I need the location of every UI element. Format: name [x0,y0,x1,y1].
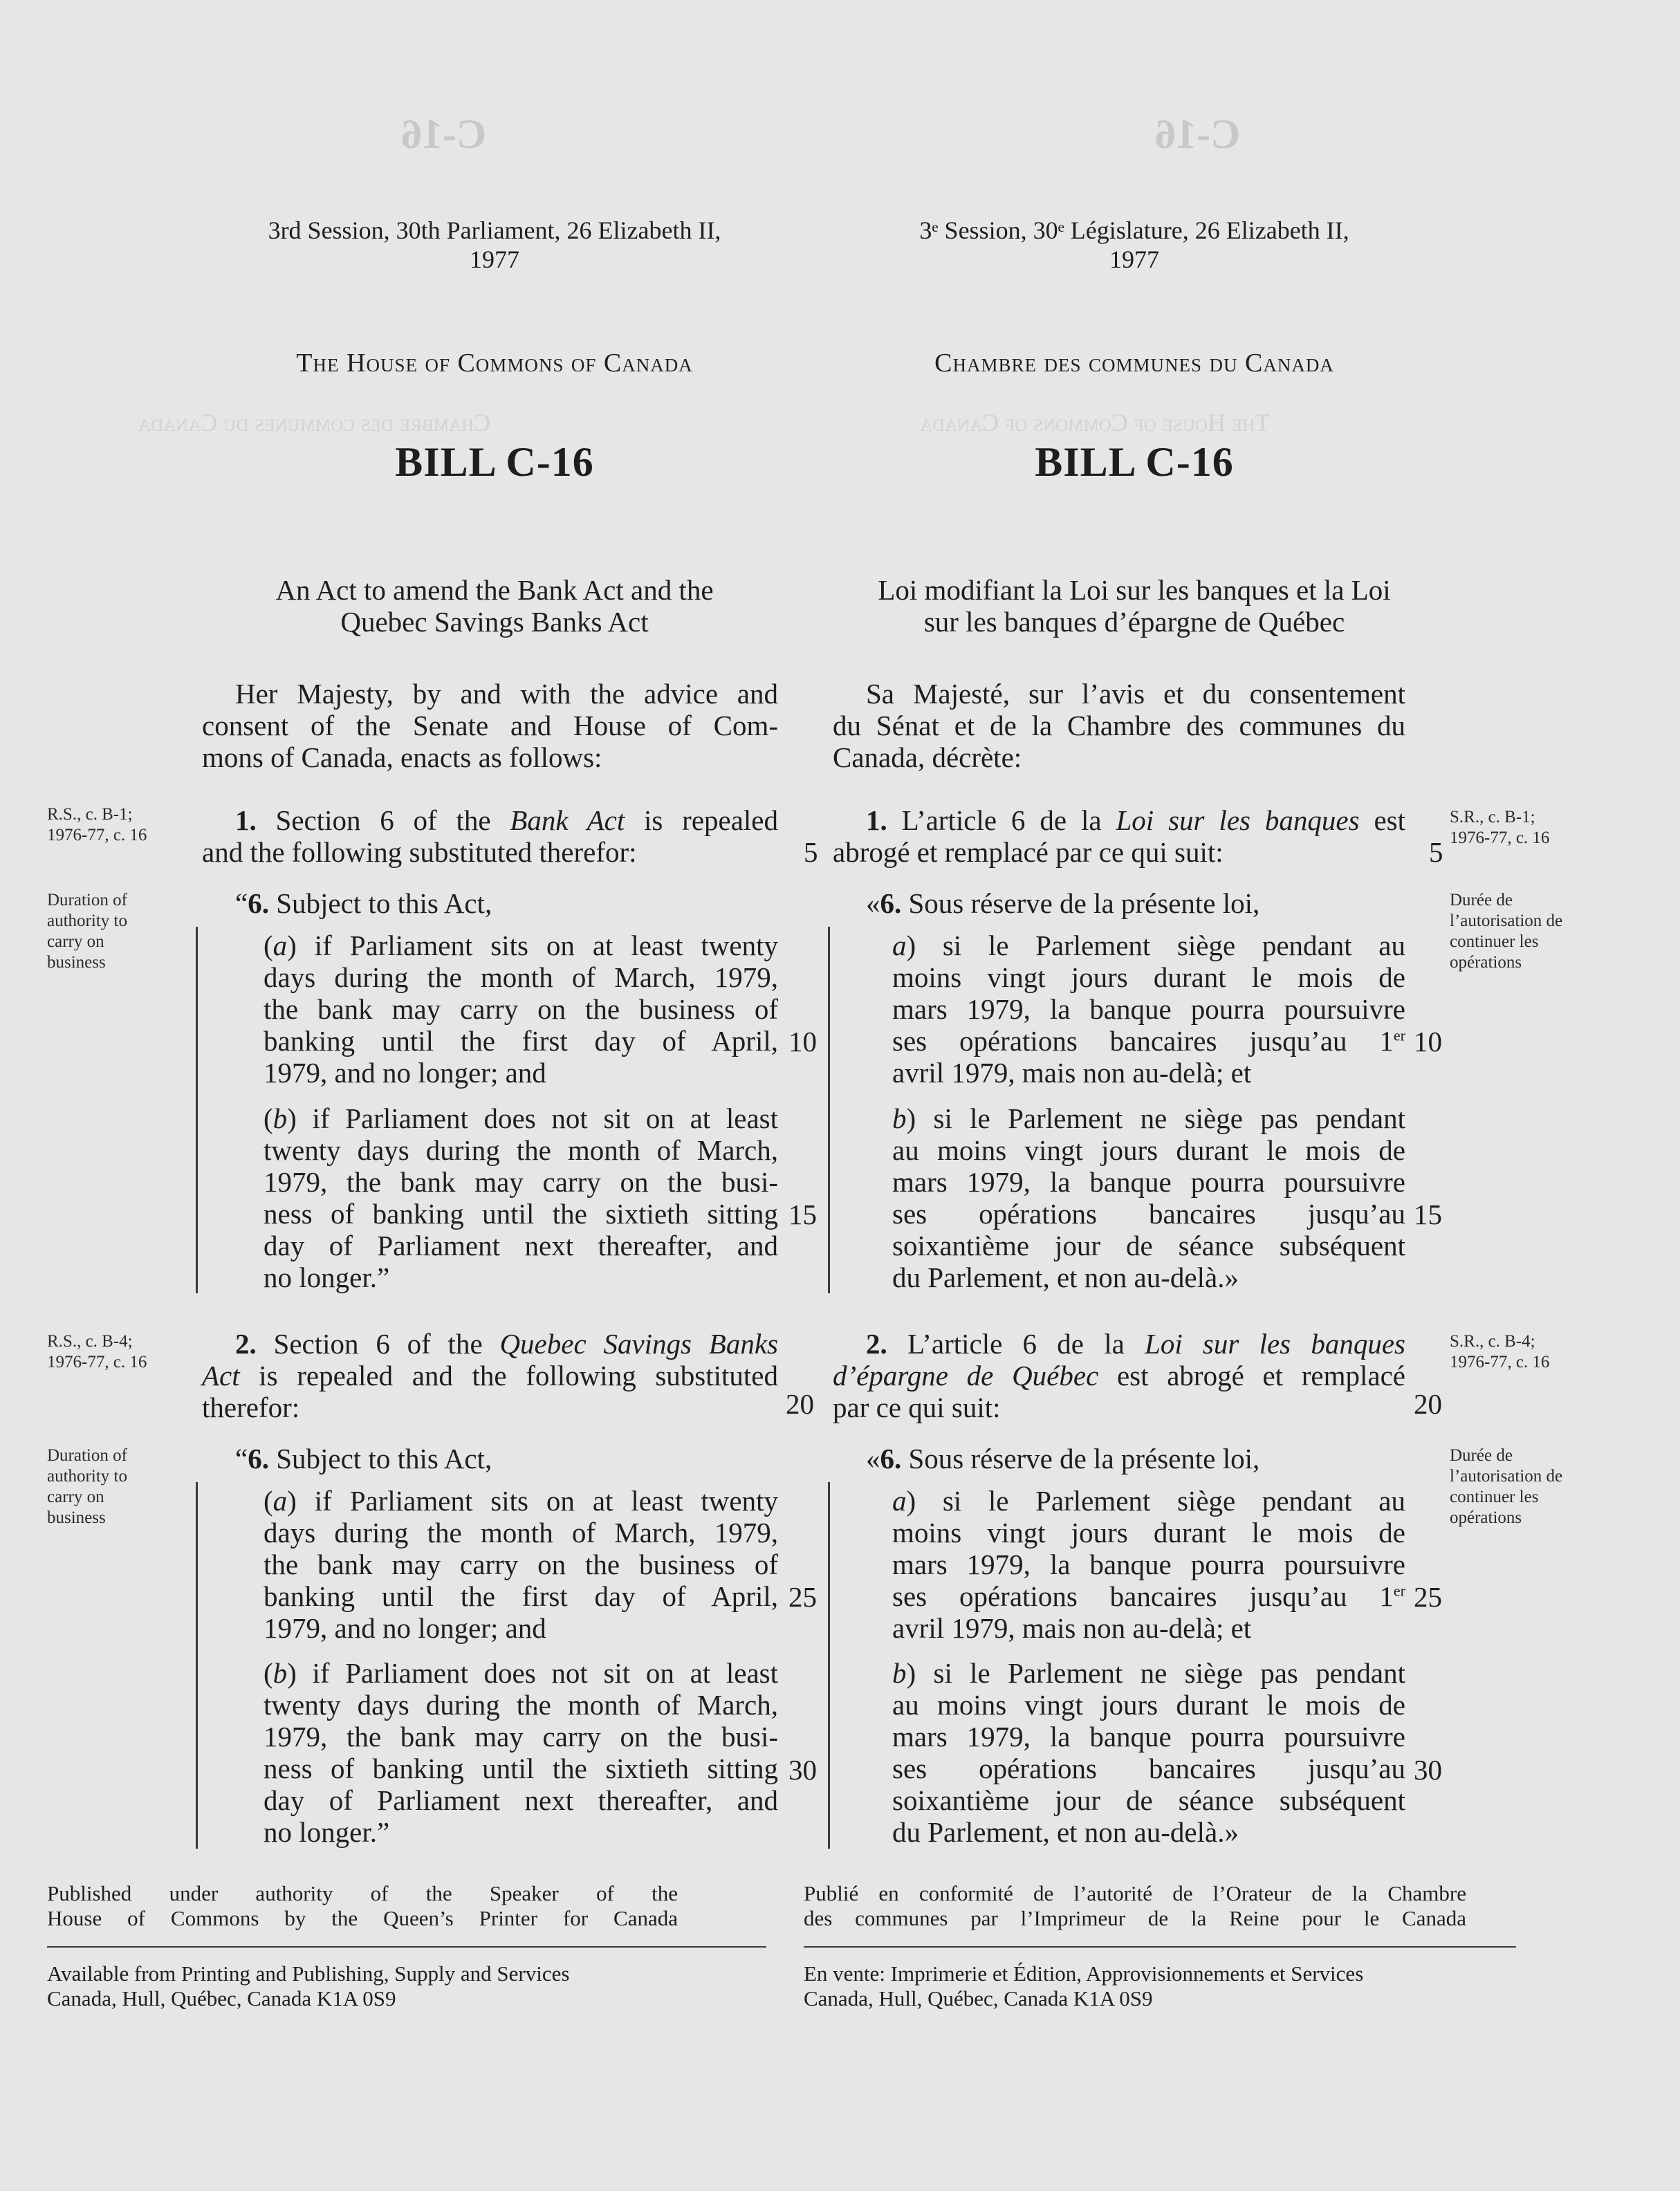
open-quote: « [866,1443,880,1474]
en-s1-b: is repealed [625,804,778,836]
fr-s2-a: L’article 6 de la [887,1328,1145,1360]
en-s2-line2 [202,1360,778,1392]
fr-s2-para-b [892,1657,1405,1848]
fr-footer-rule [804,1946,1516,1948]
fr-session-line2: 1977 [1109,246,1159,273]
para-line: day of Parliament next thereafter, and [264,1230,778,1261]
footer-line: Publié en conformité de l’autorité de l’Orateur de la Chambre [804,1881,1466,1905]
en-s2-para-a [264,1485,778,1644]
en-session [207,216,782,274]
para-line: avril 1979, mais non au-delà; et [892,1612,1252,1644]
fr-session [830,216,1439,274]
line-number-30: 30 [788,1754,817,1786]
fr-availability-footer [804,1961,1516,2011]
para-label: b [892,1657,907,1689]
fr-publisher-footer [804,1881,1466,1931]
fr-enact-line3: Canada, décrète: [833,741,1022,773]
en-publisher-footer [47,1881,678,1931]
note-line: opérations [1450,953,1522,972]
fr-section-2 [833,1328,1405,1423]
en-act-title-line2: Quebec Savings Banks Act [340,606,649,638]
ghost-bleed-house-left: Chambre des communes du Canada [138,409,491,436]
fr-sub-num: 6. [880,1443,902,1474]
fr-s2-line3: par ce qui suit: [833,1392,1001,1423]
note-line: opérations [1450,1508,1522,1527]
en-s2-b: is repealed and the following substituted [239,1360,778,1392]
note-line: l’autorisation de [1450,1467,1563,1486]
para-line: (b) if Parliament does not sit on at least [264,1657,778,1689]
superscript-er: er [1393,1026,1405,1044]
footer-line: House of Commons by the Queen’s Printer for Canada [47,1906,678,1930]
para-line: banking until the first day of April, [264,1580,778,1612]
open-quote: « [866,887,880,919]
footer-line: Canada, Hull, Québec, Canada K1A 0S9 [47,1986,396,2010]
para-label: b [273,1102,288,1134]
footer-line: En vente: Imprimerie et Édition, Approvisionnements et Services [804,1961,1364,1986]
ghost-bleed-house-right: The House of Commons of Canada [920,409,1271,436]
para-line: mars 1979, la banque pourra poursuivre [892,993,1405,1025]
en-enact-line1: Her Majesty, by and with the advice and [235,678,778,710]
fr-s1-line2: abrogé et remplacé par ce qui suit: [833,836,1224,868]
para-line: no longer.” [264,1816,390,1848]
en-s2-a: Section 6 of the [256,1328,500,1360]
para-label: b [892,1102,907,1134]
superscript-er: er [1393,1582,1405,1600]
en-session-line2: 1977 [470,246,519,273]
fr-sub-num: 6. [880,887,902,919]
para-label: a [273,930,288,961]
en-section-2 [202,1328,778,1423]
line-number-30: 30 [1414,1754,1442,1786]
note-line: authority to [47,912,127,930]
para-line: 1979, the bank may carry on the busi- [264,1166,778,1198]
line-number-10: 10 [1414,1026,1442,1057]
en-footer-rule [47,1946,766,1948]
fr-s2-subsection-head [833,1443,1405,1474]
para-text: if Parliament does not sit on at least [312,1102,778,1134]
line-number-5: 5 [804,836,818,868]
footer-line: Published under authority of the Speaker of the [47,1881,678,1905]
note-line: l’autorisation de [1450,912,1563,930]
para-line: 1979, the bank may carry on the busi- [264,1721,778,1753]
en-margin-note-3 [47,1331,185,1373]
en-bill-number: BILL C-16 [395,439,594,485]
en-s1-para-b [264,1102,778,1293]
ghost-bleed-right: C-16 [1155,111,1241,157]
para-line: the bank may carry on the business of [264,993,778,1025]
en-act-title [207,574,782,638]
fr-s1-para-b [892,1102,1405,1293]
en-sub-head-text: Subject to this Act, [268,887,492,919]
en-section-1 [202,804,778,868]
fr-margin-note-2 [1450,890,1609,973]
fr-s2-b: est abrogé et remplacé [1098,1360,1405,1392]
para-line: avril 1979, mais non au-delà; et [892,1057,1252,1089]
note-line: Durée de [1450,1446,1513,1465]
para-text: si le Parlement siège pendant au [942,930,1405,961]
fr-session-line1: 3ᵉ Session, 30ᵉ Législature, 26 Elizabeth II, [919,216,1349,244]
en-sub-num: 6. [248,887,269,919]
para-line: a) si le Parlement siège pendant au [892,1485,1405,1517]
fr-enact-line1: Sa Majesté, sur l’avis et du consentement [866,678,1405,710]
en-session-line1: 3rd Session, 30th Parliament, 26 Elizabeth II, [268,216,721,244]
note-line: S.R., c. B-4; [1450,1332,1535,1351]
para-line: mars 1979, la banque pourra poursuivre [892,1549,1405,1580]
note-line: continuer les [1450,1488,1539,1506]
para-line: banking until the first day of April, [264,1025,778,1057]
line-number-10: 10 [788,1026,817,1057]
en-s2-act1: Quebec Savings Banks [499,1328,778,1360]
fr-s1-subsection-head [833,887,1405,919]
fr-s1-num: 1. [866,804,887,836]
para-text: si le Parlement ne siège pas pendant [933,1102,1405,1134]
line-number-25: 25 [788,1581,817,1613]
line-number-15: 15 [1414,1199,1442,1230]
para-line: days during the month of March, 1979, [264,1517,778,1549]
fr-s1-b: est [1359,804,1406,836]
en-s1-side-rule [196,927,198,1293]
en-s2-act2: Act [202,1360,240,1392]
fr-act-title-line2: sur les banques d’épargne de Québec [923,606,1345,638]
fr-s2-num: 2. [866,1328,887,1360]
para-label: a [273,1485,288,1517]
para-line: soixantième jour de séance subséquent [892,1784,1405,1816]
en-s2-para-b [264,1657,778,1848]
fr-enacting-clause [833,678,1405,773]
en-s1-line2: and the following substituted therefor: [202,836,637,868]
fr-s1-side-rule [828,927,830,1293]
para-line: soixantième jour de séance subséquent [892,1230,1405,1261]
fr-s1-para-a [892,930,1405,1089]
en-s2-line1 [202,1328,778,1360]
en-s1-act: Bank Act [510,804,625,836]
note-line: business [47,953,106,972]
en-act-title-line1: An Act to amend the Bank Act and the [275,574,714,606]
fr-act-title-line1: Loi modifiant la Loi sur les banques et la Loi [878,574,1391,606]
para-line: ses opérations bancaires jusqu’au [892,1753,1405,1784]
en-s1-a: Section 6 of the [256,804,510,836]
fr-margin-note-1 [1450,807,1609,849]
footer-line: des communes par l’Imprimeur de la Reine pour le Canada [804,1906,1466,1930]
para-line: au moins vingt jours durant le mois de [892,1689,1405,1721]
para-line: moins vingt jours durant le mois de [892,1517,1405,1549]
note-line: Durée de [1450,891,1513,909]
fr-act-title [816,574,1452,638]
para-line: a) si le Parlement siège pendant au [892,930,1405,961]
en-s1-num: 1. [235,804,257,836]
line-number-20: 20 [786,1388,814,1420]
fr-s2-line2 [833,1360,1405,1392]
para-text: si le Parlement ne siège pas pendant [933,1657,1405,1689]
para-line [892,1025,1405,1057]
open-quote: “ [235,887,248,919]
para-line: twenty days during the month of March, [264,1689,778,1721]
fr-s1-a: L’article 6 de la [887,804,1116,836]
fr-s1-act: Loi sur les banques [1116,804,1360,836]
para-line: twenty days during the month of March, [264,1134,778,1166]
fr-s2-act2: d’épargne de Québec [833,1360,1099,1392]
note-line: 1976-77, c. 16 [1450,1353,1550,1371]
fr-sub-head-text: Sous réserve de la présente loi, [901,887,1260,919]
note-line: carry on [47,1488,104,1506]
para-text: if Parliament sits on at least twenty [314,930,778,961]
en-s2-subsection-head [202,1443,778,1474]
ghost-bleed-left: C-16 [401,111,487,157]
en-sub-num: 6. [248,1443,269,1474]
en-margin-note-2 [47,890,185,973]
para-line: ness of banking until the sixtieth sitting [264,1753,778,1784]
para-text: if Parliament does not sit on at least [312,1657,778,1689]
fr-sub-head-text: Sous réserve de la présente loi, [901,1443,1260,1474]
para-line: 1979, and no longer; and [264,1612,546,1644]
en-sub-head-text: Subject to this Act, [268,1443,492,1474]
footer-line: Canada, Hull, Québec, Canada K1A 0S9 [804,1986,1153,2010]
para-text: si le Parlement siège pendant au [942,1485,1405,1517]
note-line: authority to [47,1467,127,1486]
line-number-20: 20 [1414,1388,1442,1420]
note-line: business [47,1508,106,1527]
para-line: du Parlement, et non au-delà.» [892,1816,1239,1848]
fr-s2-act1: Loi sur les banques [1145,1328,1405,1360]
para-label: a [892,1485,907,1517]
fr-enact-line2: du Sénat et de la Chambre des communes du [833,710,1405,741]
para-label: a [892,930,907,961]
note-line: S.R., c. B-1; [1450,808,1535,826]
fr-s2-side-rule [828,1482,830,1849]
en-house-title: The House of Commons of Canada [296,349,693,378]
footer-line: Available from Printing and Publishing, Supply and Services [47,1961,570,1986]
para-line: b) si le Parlement ne siège pas pendant [892,1102,1405,1134]
para-line: the bank may carry on the business of [264,1549,778,1580]
note-line: carry on [47,932,104,951]
para-line: (a) if Parliament sits on at least twenty [264,930,778,961]
en-enacting-clause [202,678,778,773]
note-line: 1976-77, c. 16 [47,826,147,844]
en-enact-line2: consent of the Senate and House of Com- [202,710,778,741]
fr-s2-line1 [833,1328,1405,1360]
open-quote: “ [235,1443,248,1474]
para-line: days during the month of March, 1979, [264,961,778,993]
para-line: (a) if Parliament sits on at least twenty [264,1485,778,1517]
para-line: day of Parliament next thereafter, and [264,1784,778,1816]
en-margin-note-1 [47,804,185,846]
para-line: du Parlement, et non au-delà.» [892,1261,1239,1293]
note-line: Duration of [47,891,127,909]
en-s1-line1 [202,804,778,836]
note-line: R.S., c. B-1; [47,805,133,824]
fr-bill-number: BILL C-16 [1035,439,1234,485]
fr-s2-para-a [892,1485,1405,1644]
fr-section-1 [833,804,1405,868]
para-text: if Parliament sits on at least twenty [314,1485,778,1517]
fr-margin-note-4 [1450,1445,1609,1528]
note-line: 1976-77, c. 16 [47,1353,147,1371]
para-line: mars 1979, la banque pourra poursuivre [892,1721,1405,1753]
para-line: (b) if Parliament does not sit on at least [264,1102,778,1134]
para-line: moins vingt jours durant le mois de [892,961,1405,993]
para-line: 1979, and no longer; and [264,1057,546,1089]
note-line: R.S., c. B-4; [47,1332,133,1351]
para-line: b) si le Parlement ne siège pas pendant [892,1657,1405,1689]
para-text: ses opérations bancaires jusqu’au 1 [892,1025,1394,1057]
en-s2-side-rule [196,1482,198,1849]
en-s2-num: 2. [235,1328,257,1360]
en-availability-footer [47,1961,766,2011]
line-number-25: 25 [1414,1581,1442,1613]
fr-s1-line1 [833,804,1405,836]
para-text: ses opérations bancaires jusqu’au 1 [892,1580,1394,1612]
line-number-5: 5 [1429,836,1443,868]
para-line: ness of banking until the sixtieth sitting [264,1198,778,1230]
para-line: au moins vingt jours durant le mois de [892,1134,1405,1166]
para-line: no longer.” [264,1261,390,1293]
en-s1-para-a [264,930,778,1089]
en-s2-line3: therefor: [202,1392,300,1423]
fr-house-title: Chambre des communes du Canada [934,349,1334,378]
en-margin-note-4 [47,1445,185,1528]
note-line: Duration of [47,1446,127,1465]
note-line: continuer les [1450,932,1539,951]
note-line: 1976-77, c. 16 [1450,829,1550,847]
line-number-15: 15 [788,1199,817,1230]
en-s1-subsection-head [202,887,778,919]
en-enact-line3: mons of Canada, enacts as follows: [202,741,602,773]
para-line: mars 1979, la banque pourra poursuivre [892,1166,1405,1198]
para-label: b [273,1657,288,1689]
para-line: ses opérations bancaires jusqu’au [892,1198,1405,1230]
para-line [892,1580,1405,1612]
fr-margin-note-3 [1450,1331,1609,1373]
